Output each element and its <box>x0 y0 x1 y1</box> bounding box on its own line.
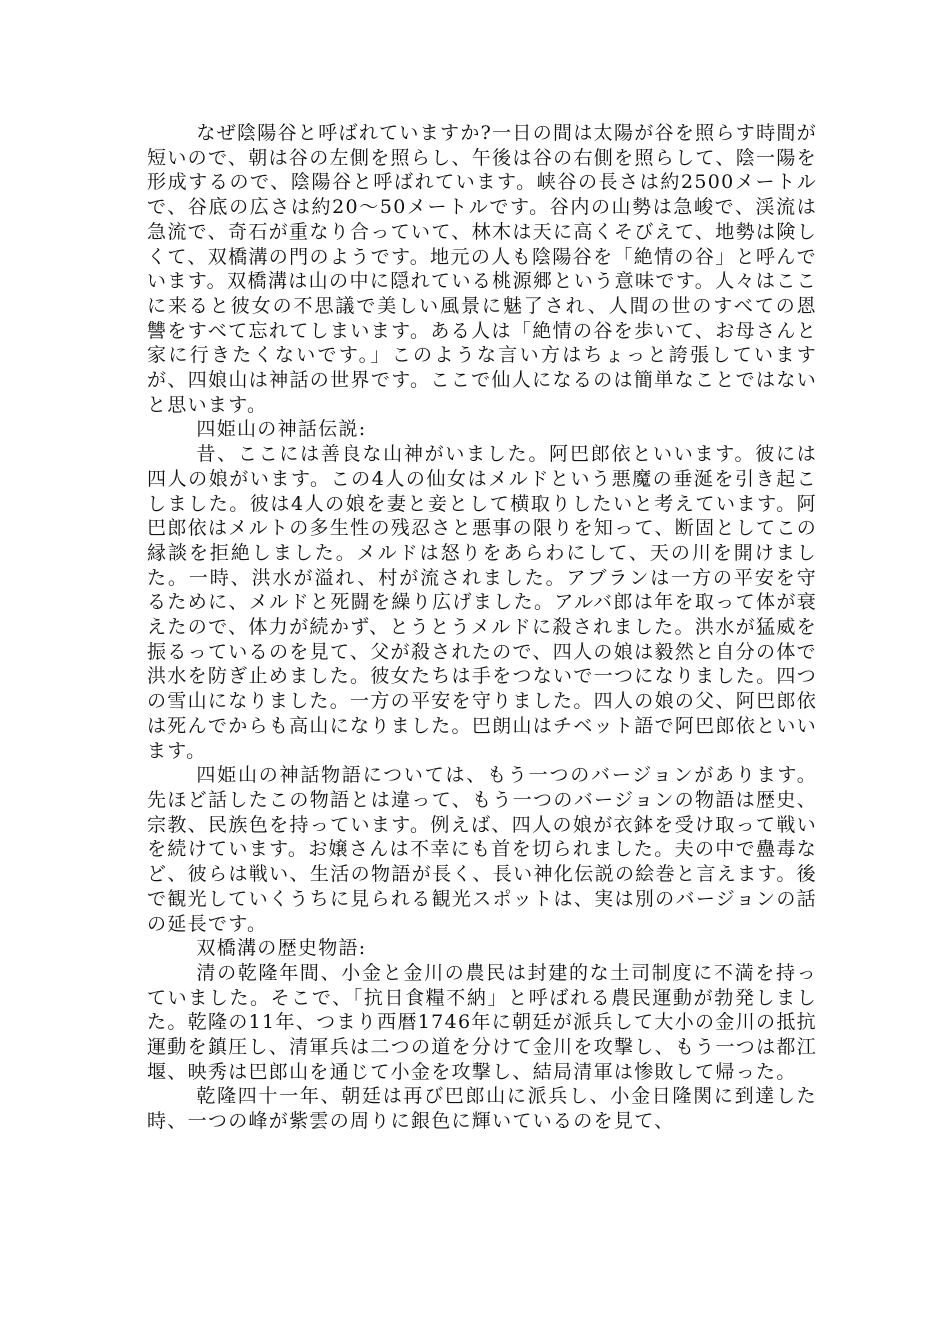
heading-shuangqiao-history: 双橋溝の歴史物語: <box>196 937 367 960</box>
paragraph-mountain-god-story: 昔、ここには善良な山神がいました。阿巴郎依といいます。彼には四人の娘がいます。この4人の仙女はメルドという悪魔の垂涎を引き起こしました。彼は4人の娘を妻と妾として横取りしたいと考えています。阿巴郎依はメルトの多生性の残忍さと悪事の限りを知って、断固としてこの縁談を拒絶しました。メルドは怒りをあらわにして、天の川を開けました。一時、洪水が溢れ、村が流されました。アブランは一方の平安を守るために、メルドと死闘を繰り広げました。アルバ郎は年を取って体が衰えたので、体力が続かず、とうとうメルドに殺されました。洪水が猛威を振るっているのを見て、父が殺されたので、四人の娘は毅然と自分の体で洪水を防ぎ止めました。彼女たちは手をつないで一つになりました。四つの雪山になりました。一方の平安を守りました。四人の娘の父、阿巴郎依は死んでからも高山になりました。巴朗山はチベット語で阿巴郎依といいます。 <box>147 443 817 762</box>
document-body <box>147 121 817 1134</box>
paragraph-other-version: 四姫山の神話物語については、もう一つのバージョンがあります。先ほど話したこの物語とは違って、もう一つのバージョンの物語は歴史、宗教、民族色を持っています。例えば、四人の娘が衣鉢を受け取って戦いを続けています。お嬢さんは不幸にも首を切られました。夫の中で蠱毒など、彼らは戦い、生活の物語が長く、長い神化伝説の絵巻と言えます。後で観光していくうちに見られる観光スポットは、実は別のバージョンの話の延長です。 <box>147 764 817 935</box>
paragraph-qianlong-era: 清の乾隆年間、小金と金川の農民は封建的な土司制度に不満を持っていました。そこで、「抗日食糧不納」と呼ばれる農民運動が勃発しました。乾隆の11年、つまり西暦1746年に朝廷が派兵して大小の金川の抵抗運動を鎮圧し、清軍兵は二つの道を分けて金川を攻撃し、もう一つは都江堰、映秀は巴郎山を通じて小金を攻撃し、結局清軍は惨敗して帰った。 <box>147 961 817 1083</box>
heading-siguniang-legend: 四姫山の神話伝説: <box>196 418 367 441</box>
paragraph-yinyang-valley: なぜ陰陽谷と呼ばれていますか?一日の間は太陽が谷を照らす時間が短いので、朝は谷の左側を照らし、午後は谷の右側を照らして、陰一陽を形成するので、陰陽谷と呼ばれています。峡谷の長さは約2500メートルで、谷底の広さは約20～50メートルです。谷内の山勢は急峻で、渓流は急流で、奇石が重なり合っていて、林木は天に高くそびえて、地勢は険しくて、双橋溝の門のようです。地元の人も陰陽谷を「絶情の谷」と呼んでいます。双橋溝は山の中に隠れている桃源郷という意味です。人々はここに来ると彼女の不思議で美しい風景に魅了され、人間の世のすべての恩讐をすべて忘れてしまいます。ある人は「絶情の谷を歩いて、お母さんと家に行きたくないです。」このような言い方はちょっと誇張していますが、四娘山は神話の世界です。ここで仙人になるのは簡単なことではないと思います。 <box>147 122 817 416</box>
paragraph-qianlong-41: 乾隆四十一年、朝廷は再び巴郎山に派兵し、小金日隆関に到達した時、一つの峰が紫雲の周りに銀色に輝いているのを見て、 <box>147 1085 817 1133</box>
